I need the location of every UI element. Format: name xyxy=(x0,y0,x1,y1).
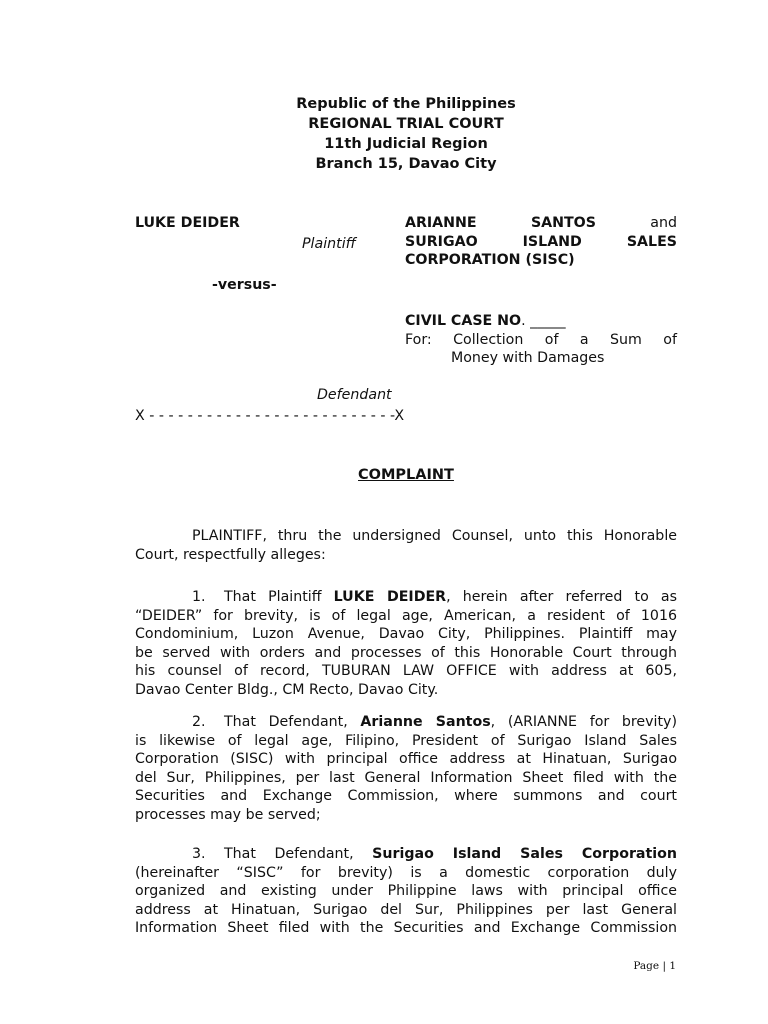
case-number-blank: . _____ xyxy=(521,313,566,329)
paragraph-text: That Plaintiff xyxy=(224,589,334,605)
defendant-line xyxy=(405,233,677,252)
paragraph-number: 1. xyxy=(192,589,206,605)
case-info xyxy=(405,312,677,368)
versus-label: -versus- xyxy=(212,277,277,293)
defendant-word: SANTOS xyxy=(530,215,596,231)
case-for-line: Money with Damages xyxy=(451,350,605,367)
party-name: Arianne Santos xyxy=(360,714,491,730)
court-header xyxy=(0,94,768,174)
defendant-line xyxy=(405,214,677,233)
case-for-word: of xyxy=(663,331,677,348)
paragraph-line xyxy=(135,588,677,607)
paragraph-number: 2. xyxy=(192,714,206,730)
paragraph-line: Court, respectfully alleges: xyxy=(135,546,326,563)
paragraph-1 xyxy=(135,588,677,700)
defendant-word: SURIGAO xyxy=(405,233,478,250)
paragraph-line: his counsel of record, TUBURAN LAW OFFICE with address at 605, xyxy=(135,663,677,680)
paragraph-line: Condominium, Luzon Avenue, Davao City, Philippines. Plaintiff may xyxy=(135,626,677,643)
case-number-label: CIVIL CASE NO xyxy=(405,313,522,329)
paragraph-text: , herein after referred to as xyxy=(446,589,677,605)
case-number xyxy=(405,312,677,331)
paragraph-line xyxy=(135,713,677,732)
paragraph-3 xyxy=(135,845,677,938)
plaintiff-label: Plaintiff xyxy=(302,236,356,252)
plaintiff-name: LUKE DEIDER xyxy=(135,215,240,231)
paragraph-line: organized and existing under Philippine laws with principal office xyxy=(135,883,677,900)
paragraph-line: Securities and Exchange Commission, where summons and court xyxy=(135,788,677,805)
paragraph-line xyxy=(135,845,677,864)
paragraph-line: del Sur, Philippines, per last General Information Sheet filed with the xyxy=(135,769,677,786)
paragraph-line: (hereinafter “SISC” for brevity) is a domestic corporation duly xyxy=(135,864,677,881)
court-header-line: Branch 15, Davao City xyxy=(315,156,497,172)
case-for-line xyxy=(405,331,677,350)
paragraph-line: “DEIDER” for brevity, is of legal age, American, a resident of 1016 xyxy=(135,607,677,624)
party-name: Surigao Island Sales Corporation xyxy=(372,846,678,862)
paragraph-line: address at Hinatuan, Surigao del Sur, Philippines per last General xyxy=(135,901,677,918)
court-header-line: REGIONAL TRIAL COURT xyxy=(308,116,504,132)
caption-separator: X - - - - - - - - - - - - - - - - - - - - - - - - - -X xyxy=(135,408,405,424)
defendant-word: SALES xyxy=(626,233,677,250)
paragraph-2 xyxy=(135,713,677,825)
case-for-word: of xyxy=(544,331,559,348)
defendant-word: ISLAND xyxy=(522,233,582,250)
paragraph-line: Information Sheet filed with the Securities and Exchange Commission xyxy=(135,920,677,937)
case-for-word: For: xyxy=(405,331,432,348)
defendant-word: and xyxy=(650,215,677,231)
defendant-line: CORPORATION (SISC) xyxy=(405,252,575,269)
paragraph-line xyxy=(135,527,677,546)
paragraph-line: Corporation (SISC) with principal office address at Hinatuan, Surigao xyxy=(135,751,677,768)
paragraph-text: , (ARIANNE for brevity) xyxy=(490,714,677,730)
paragraph-line: processes may be served; xyxy=(135,806,321,823)
defendants-names xyxy=(405,214,677,270)
defendant-label: Defendant xyxy=(317,387,392,403)
document-title: COMPLAINT xyxy=(358,467,454,483)
court-header-line: 11th Judicial Region xyxy=(324,136,488,152)
intro-paragraph xyxy=(135,527,677,564)
paragraph-line: be served with orders and processes of this Honorable Court through xyxy=(135,644,677,661)
case-for-word: a xyxy=(579,331,589,348)
case-for-word: Sum xyxy=(610,331,642,348)
paragraph-text: That Defendant, xyxy=(224,846,373,862)
case-for-word: Collection xyxy=(453,331,524,348)
intro-text: PLAINTIFF, thru the undersigned Counsel, unto this Honorable xyxy=(192,528,677,544)
court-header-line: Republic of the Philippines xyxy=(296,96,516,112)
paragraph-line: Davao Center Bldg., CM Recto, Davao City. xyxy=(135,681,439,698)
paragraph-text: That Defendant, xyxy=(224,714,361,730)
party-name: LUKE DEIDER xyxy=(333,589,447,605)
paragraph-number: 3. xyxy=(192,846,206,862)
paragraph-line: is likewise of legal age, Filipino, President of Surigao Island Sales xyxy=(135,732,677,749)
defendant-word: ARIANNE xyxy=(405,215,477,231)
page-number: Page | 1 xyxy=(633,960,676,972)
